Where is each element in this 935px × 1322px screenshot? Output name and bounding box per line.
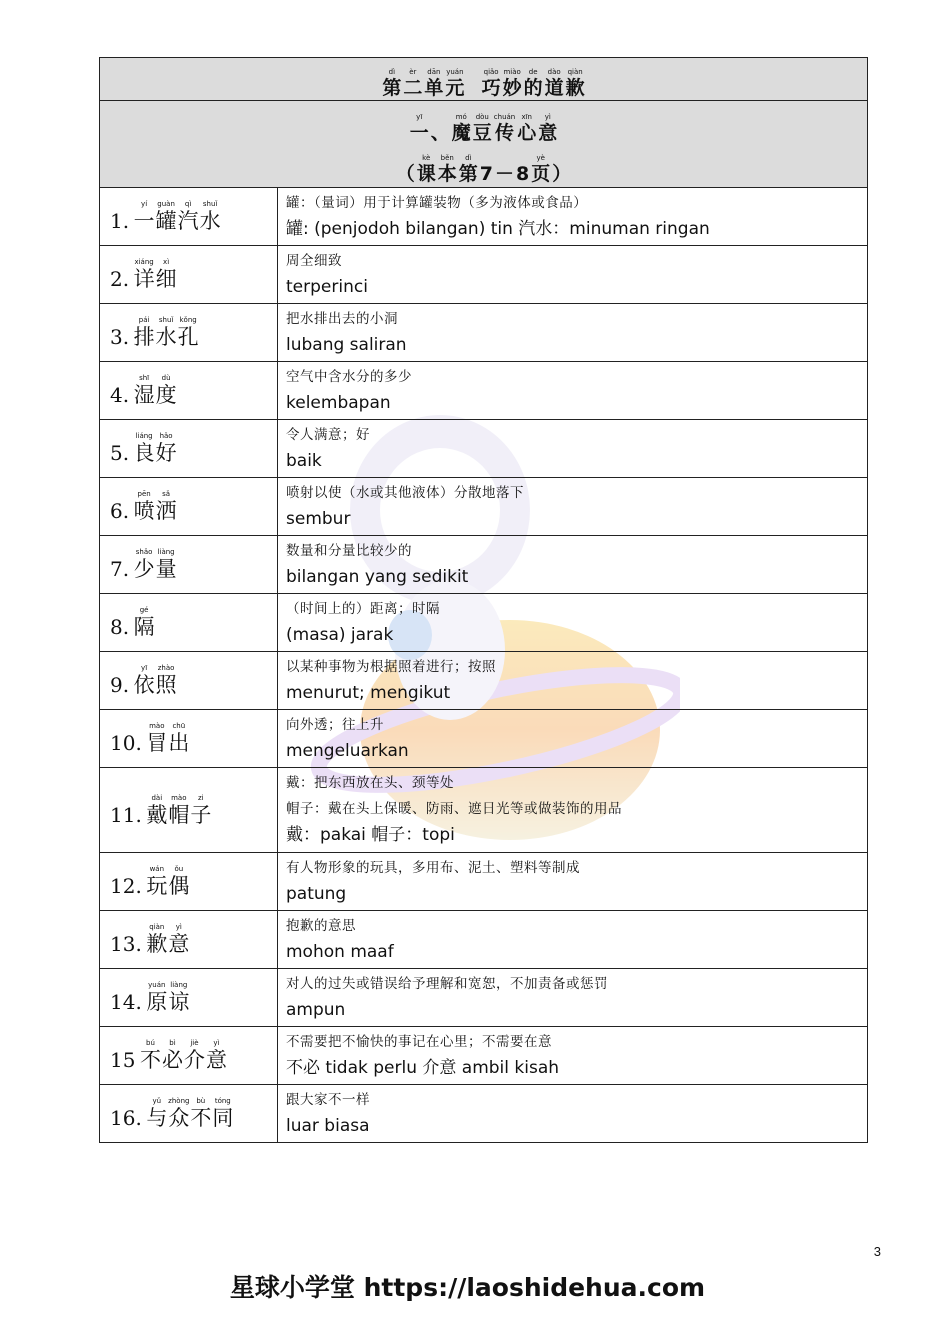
hanzi: 众 [168, 1106, 190, 1130]
vocab-char [155, 490, 177, 523]
vocab-definition-cell [278, 478, 868, 536]
vocab-char [168, 1097, 190, 1130]
pinyin: yǔ [152, 1097, 162, 1105]
hanzi: 一 [409, 121, 429, 144]
table-row [100, 911, 868, 969]
pages-line-char [396, 154, 415, 185]
unit-title-char [545, 68, 564, 99]
hanzi: 课 [416, 162, 436, 185]
hanzi: 玩 [146, 874, 168, 898]
chinese-definition: 把水排出去的小洞 [286, 311, 398, 327]
vocab-definition-cell [278, 1027, 868, 1085]
vocab-definition-cell [278, 246, 868, 304]
pinyin: liáng [135, 432, 153, 440]
table-row [100, 188, 868, 246]
malay-meaning: lubang saliran [286, 335, 407, 355]
pinyin: dān [427, 68, 441, 76]
vocab-definition-cell [278, 911, 868, 969]
hanzi: 戴 [146, 802, 168, 827]
pinyin: ǒu [174, 865, 184, 873]
pinyin: xīn [521, 112, 532, 121]
vocab-definition-cell [278, 768, 868, 853]
hanzi: 良 [133, 441, 155, 465]
malay-meaning: ampun [286, 1000, 346, 1020]
item-number: 14. [110, 990, 142, 1014]
malay-meaning: luar biasa [286, 1116, 370, 1136]
vocab-char [212, 1097, 234, 1130]
unit-title-char [403, 68, 422, 99]
vocab-char [168, 981, 190, 1014]
table-row [100, 478, 868, 536]
vocab-definition-cell [278, 710, 868, 768]
unit-title-char [524, 68, 543, 99]
pinyin: bù [196, 1097, 206, 1105]
vocab-word-cell [100, 420, 278, 478]
hanzi: 、 [430, 121, 450, 144]
item-number: 9. [110, 673, 130, 697]
textbook-pages [395, 154, 573, 185]
vocab-word-cell [100, 1085, 278, 1143]
pinyin: yì [544, 112, 551, 121]
vocab-char [161, 1039, 183, 1072]
pinyin: sǎ [162, 490, 171, 498]
pages-line-char [552, 154, 571, 185]
chinese-definition: 抱歉的意思 [286, 918, 356, 934]
hanzi: 罐 [155, 209, 177, 233]
page-number: 3 [873, 1244, 881, 1259]
hanzi: 魔 [451, 121, 471, 144]
item-number: 16. [110, 1106, 142, 1130]
pinyin: liàng [170, 981, 188, 989]
pinyin: yì [213, 1039, 220, 1047]
hanzi: 偶 [168, 874, 190, 898]
vocab-char [190, 1097, 212, 1130]
hanzi: 歉 [565, 77, 585, 99]
pinyin: liàng [157, 548, 175, 556]
vocab-char [133, 200, 155, 233]
pinyin: dù [161, 374, 171, 382]
vocab-char [133, 316, 155, 349]
vocab-char [155, 548, 177, 581]
pinyin: shuǐ [158, 316, 174, 324]
lesson-title-char [538, 113, 557, 144]
pinyin: yuán [148, 981, 166, 989]
unit-title-char [424, 68, 443, 99]
hanzi: 少 [133, 557, 155, 581]
pages-line-char [495, 154, 514, 185]
vocab-char [155, 200, 177, 233]
vocab-char [199, 200, 221, 233]
unit-title [381, 68, 585, 99]
table-row [100, 594, 868, 652]
hanzi: 介 [183, 1048, 205, 1072]
hanzi: 水 [199, 209, 221, 233]
vocab-definition-cell [278, 420, 868, 478]
pinyin: xiáng [134, 258, 154, 266]
hanzi: 谅 [168, 990, 190, 1014]
hanzi: 页 [531, 162, 551, 185]
unit-title-char [503, 68, 522, 99]
vocab-word-cell [100, 853, 278, 911]
unit-title-cell [100, 58, 868, 101]
malay-meaning: menurut; mengikut [286, 683, 451, 703]
pinyin: chū [172, 722, 186, 730]
item-number: 15 [110, 1048, 136, 1072]
table-row [100, 304, 868, 362]
chinese-definition: 以某种事物为根据照着进行；按照 [286, 659, 496, 675]
vocab-definition-cell [278, 969, 868, 1027]
table-row [100, 853, 868, 911]
pinyin: mào [171, 793, 187, 802]
hanzi: 冒 [146, 731, 168, 755]
pinyin: qiǎo [483, 68, 499, 76]
hanzi: 的 [523, 77, 543, 99]
table-row [100, 1085, 868, 1143]
vocab-word-cell [100, 536, 278, 594]
hanzi: 孔 [177, 325, 199, 349]
table-row [100, 246, 868, 304]
pinyin: qiàn [567, 68, 583, 76]
pinyin: shǎo [135, 548, 153, 556]
vocab-definition-cell [278, 188, 868, 246]
chinese-definition: 不需要把不愉快的事记在心里；不需要在意 [286, 1034, 552, 1050]
item-number: 1. [110, 209, 130, 233]
pinyin: yuán [446, 68, 464, 76]
chinese-definition: 周全细致 [286, 253, 342, 269]
vocab-char [155, 316, 177, 349]
pinyin: qiàn [149, 923, 165, 931]
pinyin: yì [175, 923, 182, 931]
vocab-char [133, 490, 155, 523]
table-row [100, 652, 868, 710]
table-row [100, 1027, 868, 1085]
pinyin: dài [151, 793, 163, 802]
hanzi: 道 [544, 77, 564, 99]
item-number: 11. [110, 802, 142, 827]
pinyin: chuán [493, 112, 516, 121]
vocab-char [133, 606, 155, 639]
malay-meaning: mengeluarkan [286, 741, 409, 761]
pinyin: yī [141, 664, 148, 672]
hanzi: 第 [382, 77, 402, 99]
pinyin: miào [503, 68, 521, 76]
item-number: 6. [110, 499, 130, 523]
hanzi: 细 [155, 267, 177, 291]
pinyin: dòu [475, 112, 489, 121]
hanzi: 单 [424, 77, 444, 99]
vocab-word-cell [100, 1027, 278, 1085]
pages-line-char [516, 154, 529, 185]
chinese-definition: 戴：把东西放在头、颈等处 [286, 775, 454, 791]
vocab-word-cell [100, 652, 278, 710]
hanzi: 量 [155, 557, 177, 581]
hanzi: 不 [190, 1106, 212, 1130]
hanzi: 传 [495, 121, 515, 144]
vocab-definition-cell [278, 536, 868, 594]
hanzi: 第 [458, 162, 478, 185]
pages-line-char [417, 154, 436, 185]
chinese-definition: 对人的过失或错误给予理解和宽恕，不加责备或惩罚 [286, 976, 608, 992]
hanzi: 二 [403, 77, 423, 99]
vocab-char [155, 432, 177, 465]
hanzi: 豆 [472, 121, 492, 144]
pinyin: dào [547, 68, 561, 76]
hanzi: 意 [205, 1048, 227, 1072]
vocab-word-cell [100, 594, 278, 652]
hanzi: 帽 [168, 802, 190, 827]
pinyin: yè [536, 153, 545, 162]
pinyin: dì [388, 68, 396, 76]
vocab-char [155, 258, 177, 291]
item-number: 3. [110, 325, 130, 349]
vocab-word-cell [100, 911, 278, 969]
hanzi: 心 [517, 121, 537, 144]
pinyin: zhào [157, 664, 175, 672]
vocab-definition-cell [278, 362, 868, 420]
vocab-char [133, 548, 155, 581]
chinese-definition: 有人物形象的玩具，多用布、泥土、塑料等制成 [286, 860, 580, 876]
lesson-title-char [452, 113, 471, 144]
lesson-title-char [517, 113, 536, 144]
pinyin: běn [440, 153, 454, 162]
hanzi: 照 [155, 673, 177, 697]
hanzi: 隔 [133, 615, 155, 639]
hanzi: 同 [212, 1106, 234, 1130]
malay-meaning: terperinci [286, 277, 368, 297]
vocab-definition-cell [278, 1085, 868, 1143]
lesson-title-char [473, 113, 492, 144]
hanzi: 与 [146, 1106, 168, 1130]
table-row [100, 710, 868, 768]
hanzi: 妙 [502, 77, 522, 99]
pinyin: mó [455, 112, 467, 121]
chinese-definition: 数量和分量比较少的 [286, 543, 412, 559]
table-row [100, 536, 868, 594]
pinyin: shuǐ [202, 200, 218, 208]
pinyin: kǒng [179, 316, 197, 324]
pages-line-char [531, 154, 550, 185]
chinese-definition: 喷射以使（水或其他液体）分散地落下 [286, 485, 524, 501]
malay-meaning: 不必 tidak perlu 介意 ambil kisah [286, 1058, 560, 1078]
unit-title-char [445, 68, 464, 99]
item-number: 5. [110, 441, 130, 465]
hanzi: 意 [538, 121, 558, 144]
vocab-char [155, 664, 177, 697]
vocab-char [183, 1039, 205, 1072]
hanzi: 详 [133, 267, 155, 291]
vocab-word-cell [100, 246, 278, 304]
vocab-char [168, 865, 190, 898]
unit-title-char [466, 68, 479, 99]
pinyin: pēn [137, 490, 151, 498]
vocab-char [133, 664, 155, 697]
vocab-char [168, 794, 190, 827]
pinyin: xì [163, 258, 170, 266]
vocab-word-cell [100, 362, 278, 420]
hanzi: 必 [161, 1048, 183, 1072]
hanzi: 意 [168, 932, 190, 956]
table-row [100, 420, 868, 478]
pinyin: pái [138, 316, 150, 324]
chinese-definition: 跟大家不一样 [286, 1092, 370, 1108]
chinese-definition: 令人满意；好 [286, 427, 370, 443]
pinyin: dì [465, 153, 472, 162]
pinyin: shī [139, 374, 150, 382]
chinese-definition: 罐：（量词）用于计算罐装物（多为液体或食品） [286, 195, 588, 211]
lesson-title-char [431, 113, 450, 144]
vocab-char [139, 1039, 161, 1072]
vocab-char [133, 432, 155, 465]
vocab-char [133, 374, 155, 407]
lesson-title-cell [100, 101, 868, 188]
item-number: 7. [110, 557, 130, 581]
table-row [100, 768, 868, 853]
chinese-definition: 空气中含水分的多少 [286, 369, 412, 385]
pinyin: guàn [157, 200, 175, 208]
vocab-word-cell [100, 188, 278, 246]
pages-line-char [438, 154, 457, 185]
malay-meaning: sembur [286, 509, 351, 529]
vocab-char [205, 1039, 227, 1072]
hanzi: 排 [133, 325, 155, 349]
chinese-definition: （时间上的）距离；时隔 [286, 601, 440, 617]
hanzi: 依 [133, 673, 155, 697]
pinyin: hǎo [159, 432, 173, 440]
vocab-definition-cell [278, 594, 868, 652]
pinyin: zi [198, 793, 204, 802]
hanzi: ） [552, 162, 572, 185]
vocab-definition-cell [278, 853, 868, 911]
hanzi: （ [395, 162, 415, 185]
hanzi: 本 [437, 162, 457, 185]
hanzi: 度 [155, 383, 177, 407]
hanzi: 巧 [481, 77, 501, 99]
hanzi: 8 [516, 162, 530, 185]
hanzi: 歉 [146, 932, 168, 956]
vocab-definition-cell [278, 652, 868, 710]
vocab-word-cell [100, 478, 278, 536]
hanzi: 汽 [177, 209, 199, 233]
vocab-char [177, 200, 199, 233]
vocab-char [190, 794, 212, 827]
lesson-title-char [494, 113, 515, 144]
pinyin: jiè [190, 1039, 199, 1047]
malay-meaning: patung [286, 884, 347, 904]
vocab-char [168, 722, 190, 755]
hanzi [466, 77, 479, 99]
unit-title-char [382, 68, 401, 99]
item-number: 8. [110, 615, 130, 639]
hanzi: 子 [190, 802, 212, 827]
item-number: 12. [110, 874, 142, 898]
pinyin: yí [141, 200, 148, 208]
malay-meaning: 罐: (penjodoh bilangan) tin 汽水：minuman ringan [286, 219, 710, 239]
pages-line-char [459, 154, 478, 185]
vocab-char [146, 981, 168, 1014]
hanzi: 原 [146, 990, 168, 1014]
malay-meaning: baik [286, 451, 322, 471]
hanzi: 一 [133, 209, 155, 233]
hanzi: 水 [155, 325, 177, 349]
vocab-char [146, 865, 168, 898]
hanzi: 湿 [133, 383, 155, 407]
hanzi: 元 [445, 77, 465, 99]
vocabulary-table [99, 57, 868, 1143]
hanzi: 出 [168, 731, 190, 755]
chinese-definition: 帽子：戴在头上保暖、防雨、遮日光等或做装饰的用品 [286, 801, 622, 817]
pinyin: mào [149, 722, 165, 730]
pinyin: de [528, 68, 538, 76]
vocab-char [177, 316, 199, 349]
table-row [100, 362, 868, 420]
malay-meaning: 戴：pakai 帽子：topi [286, 825, 455, 845]
chinese-definition: 向外透；往上升 [286, 717, 384, 733]
hanzi: 7 [479, 162, 493, 185]
lesson-title-char [410, 113, 429, 144]
vocab-word-cell [100, 768, 278, 853]
vocab-char [133, 258, 155, 291]
vocab-definition-cell [278, 304, 868, 362]
malay-meaning: kelembapan [286, 393, 391, 413]
pinyin: yī [416, 112, 423, 121]
pinyin: èr [409, 68, 417, 76]
hanzi: － [495, 162, 515, 185]
vocab-word-cell [100, 304, 278, 362]
pages-line-char [480, 154, 493, 185]
malay-meaning: bilangan yang sedikit [286, 567, 469, 587]
pinyin: kè [422, 153, 431, 162]
table-row [100, 969, 868, 1027]
malay-meaning: mohon maaf [286, 942, 394, 962]
malay-meaning: (masa) jarak [286, 625, 394, 645]
pinyin: zhòng [168, 1097, 190, 1105]
vocab-char [146, 923, 168, 956]
item-number: 4. [110, 383, 130, 407]
item-number: 13. [110, 932, 142, 956]
vocab-char [146, 722, 168, 755]
vocab-word-cell [100, 710, 278, 768]
vocab-char [155, 374, 177, 407]
pinyin: tóng [214, 1097, 231, 1105]
item-number: 10. [110, 731, 142, 755]
unit-title-char [566, 68, 585, 99]
vocab-char [168, 923, 190, 956]
hanzi: 不 [139, 1048, 161, 1072]
hanzi: 洒 [155, 499, 177, 523]
footer-site: 星球小学堂 https://laoshidehua.com [229, 1273, 706, 1302]
vocab-word-cell [100, 969, 278, 1027]
hanzi: 好 [155, 441, 177, 465]
pinyin: qì [184, 200, 192, 208]
pinyin: gé [139, 606, 149, 614]
unit-title-char [482, 68, 501, 99]
item-number: 2. [110, 267, 130, 291]
vocab-char [146, 794, 168, 827]
pinyin: bú [146, 1039, 155, 1047]
hanzi: 喷 [133, 499, 155, 523]
pinyin: bì [169, 1039, 176, 1047]
vocab-char [146, 1097, 168, 1130]
pinyin: wán [149, 865, 165, 873]
lesson-title [409, 113, 559, 144]
